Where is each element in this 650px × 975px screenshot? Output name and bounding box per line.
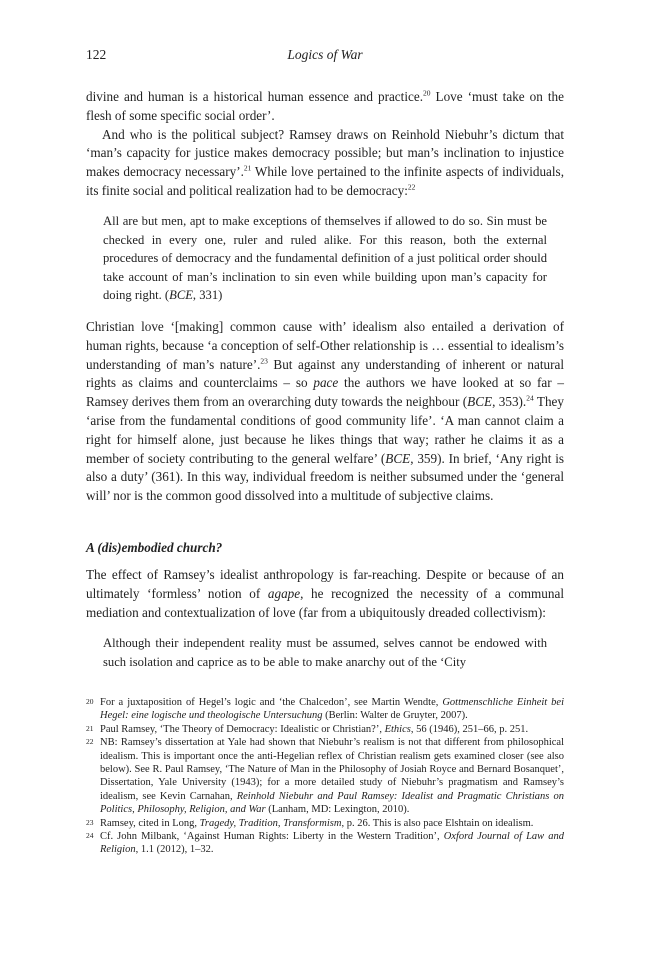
footnote-ref[interactable]: 20 — [423, 88, 431, 98]
text: (Berlin: Walter de Gruyter, 2007). — [322, 710, 468, 722]
footnote-24 — [86, 830, 564, 857]
footnote-ref[interactable]: 23 — [260, 356, 268, 366]
text: divine and human is a historical human essence and practice. — [86, 89, 423, 104]
text: , 1.1 (2012), 1–32. — [135, 844, 214, 856]
text: All are but men, apt to make exceptions of themselves if allowed to do so. Sin must be checked in every one, ruler and ruled alike. For this reason, both the external procedures of democracy and the fundamental definition of a just political order should take account of man’s inclination to sin even while building upon man’s capacity for doing right. ( — [103, 214, 547, 303]
text-italic: Gottmenschliche Einheit bei Hegel: eine logische und theologische Untersuchung — [100, 697, 564, 722]
text: For a juxtaposition of Hegel’s logic and ‘the Chalcedon’, see Martin Wendte, — [100, 697, 443, 708]
text: Love ‘must take on the flesh of some specific social order’. — [86, 89, 564, 123]
text-italic: BCE — [385, 450, 411, 466]
footnote-21 — [86, 723, 564, 736]
text-italic: BCE — [169, 288, 193, 303]
text: , 56 (1946), 251–66, p. 251. — [410, 723, 529, 735]
footnotes — [86, 696, 564, 857]
page-number: 122 — [86, 47, 107, 62]
footnote-number: 24 — [86, 831, 94, 841]
text: But against any understanding of inherent or natural rights as claims and counterclaims – so — [86, 356, 564, 391]
paragraph-1 — [86, 88, 564, 201]
text: , he recognized the necessity of a communal mediation and contextualization of love (far from a ubiquitously dreaded collectivism): — [86, 585, 564, 620]
text: The effect of Ramsey’s idealist anthropology is far-reaching. Despite or because of an ultimately ‘formless’ notion of — [86, 567, 564, 601]
text: Christian love ‘[making] common cause with’ idealism also entailed a derivation of human rights, because ‘a conception of self-Other relationship is … essential to idealism’s understanding of man’s nature’. — [86, 319, 564, 372]
footnote-number: 21 — [86, 723, 94, 733]
block-quote — [103, 212, 547, 305]
paragraph-4 — [86, 566, 564, 622]
text: , p. 26. This is also pace Elshtain on idealism. — [341, 817, 534, 829]
text: , 353). — [492, 394, 527, 410]
text: Ramsey, cited in Long, — [100, 817, 200, 829]
text-italic: pace — [313, 375, 339, 391]
block-quote-2: Although their independent reality must be assumed, selves cannot be endowed with such isolation and caprice as to be able to make anarchy out of the ‘City — [103, 636, 547, 669]
footnote-number: 22 — [86, 737, 94, 747]
footnote-number: 20 — [86, 697, 94, 706]
text-italic: Tragedy, Tradition, Transformism — [199, 817, 342, 829]
footnote-ref[interactable]: 21 — [243, 163, 252, 173]
paragraph-2 — [86, 126, 564, 201]
footnote-22 — [86, 736, 564, 816]
text: Cf. John Milbank, ‘Against Human Rights: Liberty in the Western Tradition’, — [100, 831, 444, 843]
text: And who is the political subject? Ramsey draws on Reinhold Niebuhr’s dictum that ‘man’s capacity for justice makes democracy possible; but man’s inclination to injustice makes democracy necessary’. — [86, 126, 564, 180]
text-italic: agape — [267, 585, 301, 601]
text: Paul Ramsey, ‘The Theory of Democracy: Idealistic or Christian?’, — [100, 723, 385, 735]
footnote-ref[interactable]: 24 — [526, 393, 534, 403]
text-italic: Oxford Journal of Law and Religion — [100, 831, 564, 856]
paragraph-3 — [86, 318, 564, 506]
footnote-23 — [86, 817, 564, 830]
text: , 331) — [192, 288, 223, 303]
text: While love pertained to the infinite aspects of individuals, its finite social and political realization had to be democracy: — [86, 164, 564, 198]
text-italic: Reinhold Niebuhr and Paul Ramsey: Idealist and Pragmatic Christians on Politics, Philosophy, Religion, and War — [100, 790, 564, 816]
footnote-20 — [86, 696, 564, 723]
text: They ‘arise from the fundamental conditions of good community life’. ‘A man cannot claim a right for himself alone, just because he likes things that way; rather he claims it as a member of society contributing to the general welfare’ ( — [86, 394, 564, 466]
section-heading: A (dis)embodied church? — [86, 540, 223, 555]
text-italic: Ethics — [384, 723, 411, 735]
text: (Lanham, MD: Lexington, 2010). — [265, 804, 410, 816]
text: , 359). In brief, ‘Any right is also a duty’ (361). In this way, individual freedom is neither subsumed under the ‘general will’ nor is the common good dissolved into a multitude of subjective claims. — [86, 450, 564, 504]
footnote-ref[interactable]: 22 — [407, 182, 416, 192]
footnote-number: 23 — [86, 817, 94, 827]
text: the authors we have looked at so far – Ramsey derives them from an overarching duty towards the neighbour ( — [86, 375, 564, 410]
text-italic: BCE — [467, 394, 493, 410]
running-title: Logics of War — [287, 47, 363, 62]
text: NB: Ramsey’s dissertation at Yale had shown that Niebuhr’s realism is not that different from philosophical idealism. This is important once the anti-Hegelian reflex of Christian realism gets examined closer (see also below). See R. Paul Ramsey, ‘The Nature of Man in the Philosophy of Josiah Royce and Bernard Bosanquet’, Dissertation, Yale University (1943); for a more detailed study of Niebuhr’s pragmatism and Ramsey’s idealism, see Kevin Carnahan, — [100, 737, 564, 802]
